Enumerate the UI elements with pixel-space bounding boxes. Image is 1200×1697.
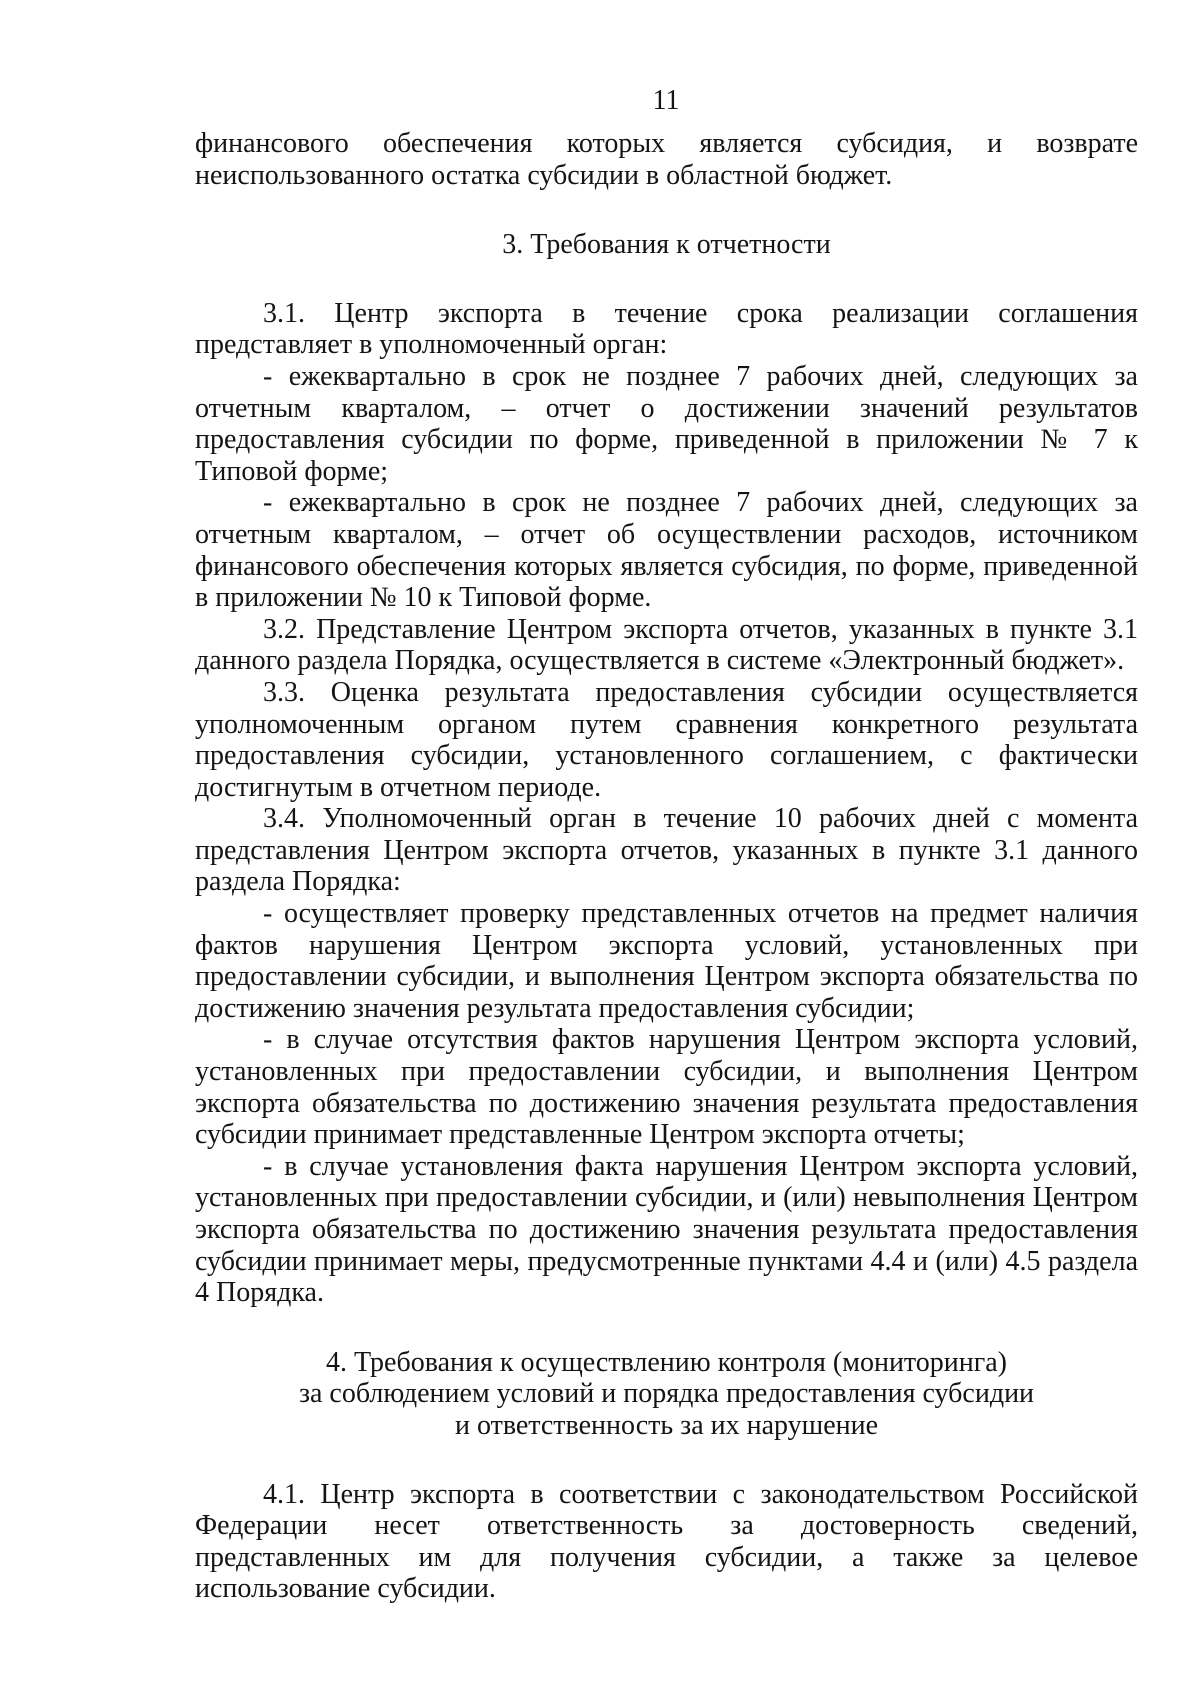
list-item-violations: - в случае установления факта нарушения Центром экспорта условий, установленных при предоставлении субсидии, и (или) невыполнения Центром экспорта обязательства по достижению значения результата предоставления субсидии принимает меры, предусмотренные пунктами 4.4 и (или) 4.5 раздела 4 Порядка. [195,1150,1138,1309]
section-4-title-line: 4. Требования к осуществлению контроля (мониторинга) [326,1346,1007,1378]
list-item-quarterly-results-report: - ежеквартально в срок не позднее 7 рабочих дней, следующих за отчетным кварталом, – отчет о достижении значений результатов предоставления субсидии по форме, приведенной в приложении № 7 к Типовой форме; [195,360,1138,487]
paragraph-3-1: 3.1. Центр экспорта в течение срока реализации соглашения представляет в уполномоченный орган: [195,297,1138,361]
section-3-title: 3. Требования к отчетности [502,229,831,261]
list-item-report-check: - осуществляет проверку представленных отчетов на предмет наличия фактов нарушения Центром экспорта условий, установленных при предоставлении субсидии, и выполнения Центром экспорта обязательства по достижению значения результата предоставления субсидии; [195,898,1138,1024]
paragraph-3-2: 3.2. Представление Центром экспорта отчетов, указанных в пункте 3.1 данного раздела Порядка, осуществляется в системе «Электронный бюджет». [195,613,1138,677]
paragraph-3-3: 3.3. Оценка результата предоставления субсидии осуществляется уполномоченным органом путем сравнения конкретного результата предоставления субсидии, установленного соглашением, с фактически достигнутым в отчетном периоде. [195,676,1138,803]
paragraph-3-4: 3.4. Уполномоченный орган в течение 10 рабочих дней с момента представления Центром экспорта отчетов, указанных в пункте 3.1 данного раздела Порядка: [195,803,1138,898]
continuation-paragraph: финансового обеспечения которых является субсидия, и возврате неиспользованного остатка субсидии в областной бюджет. [195,128,1138,191]
list-item-quarterly-expenses-report: - ежеквартально в срок не позднее 7 рабочих дней, следующих за отчетным кварталом, – отчет об осуществлении расходов, источником финансового обеспечения которых является субсидия, по форме, приведенной в приложении № 10 к Типовой форме. [195,487,1138,614]
list-item-no-violations: - в случае отсутствия фактов нарушения Центром экспорта условий, установленных при предоставлении субсидии, и выполнения Центром экспорта обязательства по достижению значения результата предоставления субсидии принимает представленные Центром экспорта отчеты; [195,1024,1138,1151]
section-4-title-line: и ответственность за их нарушение [454,1409,879,1441]
paragraph-4-1: 4.1. Центр экспорта в соответствии с законодательством Российской Федерации несет ответственность за достоверность сведений, представленных им для получения субсидии, а также за целевое использование субсидии. [195,1478,1138,1605]
page-number: 11 [652,85,680,116]
section-4-title-line: за соблюдением условий и порядка предоставления субсидии [298,1378,1035,1410]
section-4-title [195,1347,1138,1442]
document-body [195,128,1138,1605]
